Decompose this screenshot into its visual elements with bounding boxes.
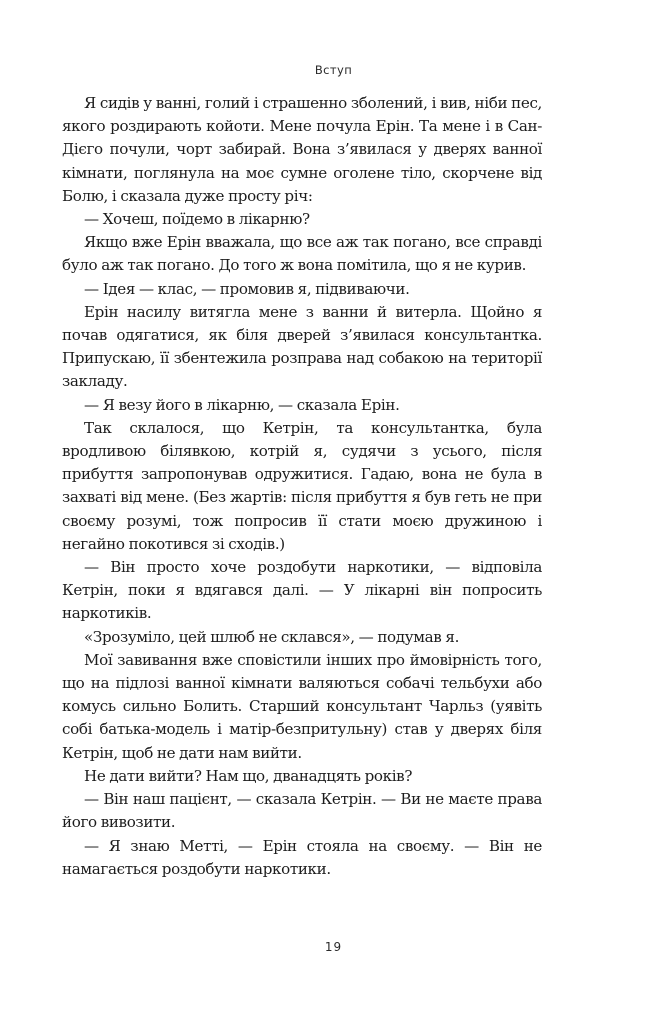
paragraph: Ерін насилу витягла мене з ванни й витерла. Щойно я почав одягатися, як біля дверей з’явилася консультантка. Припускаю, її збентежила розправа над собакою на території закладу. bbox=[62, 302, 542, 391]
paragraph: «Зрозуміло, цей шлюб не склався», — подумав я. bbox=[84, 627, 460, 646]
paragraph: Мої завивання вже сповістили інших про ймовірність того, що на підлозі ванної кімнати валяються собачі тельбухи або комусь сильно Болить. Старший консультант Чарльз (уявіть собі батька-модель і матір-безпритульну) став у дверях біля Кетрін, щоб не дати нам вийти. bbox=[62, 650, 542, 762]
body-text bbox=[62, 92, 542, 881]
page-number: 19 bbox=[324, 940, 343, 954]
paragraph: — Ідея — клас, — промовив я, підвиваючи. bbox=[84, 279, 410, 298]
paragraph: — Хочеш, поїдемо в лікарню? bbox=[84, 210, 310, 229]
paragraph: — Він просто хоче роздобути наркотики, — відповіла Кетрін, поки я вдягався далі. — У лікарні він попросить наркотиків. bbox=[62, 558, 542, 623]
paragraph: Якщо вже Ерін вважала, що все аж так погано, все справді було аж так погано. До того ж вона помітила, що я не курив. bbox=[62, 233, 542, 275]
paragraph: Не дати вийти? Нам що, дванадцять років? bbox=[84, 766, 413, 785]
paragraph: — Я везу його в лікарню, — сказала Ерін. bbox=[84, 395, 400, 414]
paragraph: Так склалося, що Кетрін, та консультантка, була вродливою білявкою, котрій я, судячи з усього, після прибуття запропонував одружитися. Гадаю, вона не була в захваті від мене. (Без жартів: після прибуття я був геть не при своєму розумі, тож попросив її стати моєю дружиною і негайно покотився зі сходів.) bbox=[62, 418, 542, 553]
paragraph: — Я знаю Метті, — Ерін стояла на своєму. — Він не намагається роздобути наркотики. bbox=[62, 836, 542, 878]
running-header: Вступ bbox=[314, 63, 353, 77]
paragraph: Я сидів у ванні, голий і страшенно зболений, і вив, ніби пес, якого роздирають койоти. Мене почула Ерін. Та мене і в Сан-Дієго почули, чорт забирай. Вона з’явилася у дверях ванної кімнати, поглянула на моє сумне оголене тіло, скорчене від Болю, і сказала дуже просту річ: bbox=[62, 94, 542, 205]
paragraph: — Він наш пацієнт, — сказала Кетрін. — Ви не маєте права його вивозити. bbox=[62, 790, 542, 832]
